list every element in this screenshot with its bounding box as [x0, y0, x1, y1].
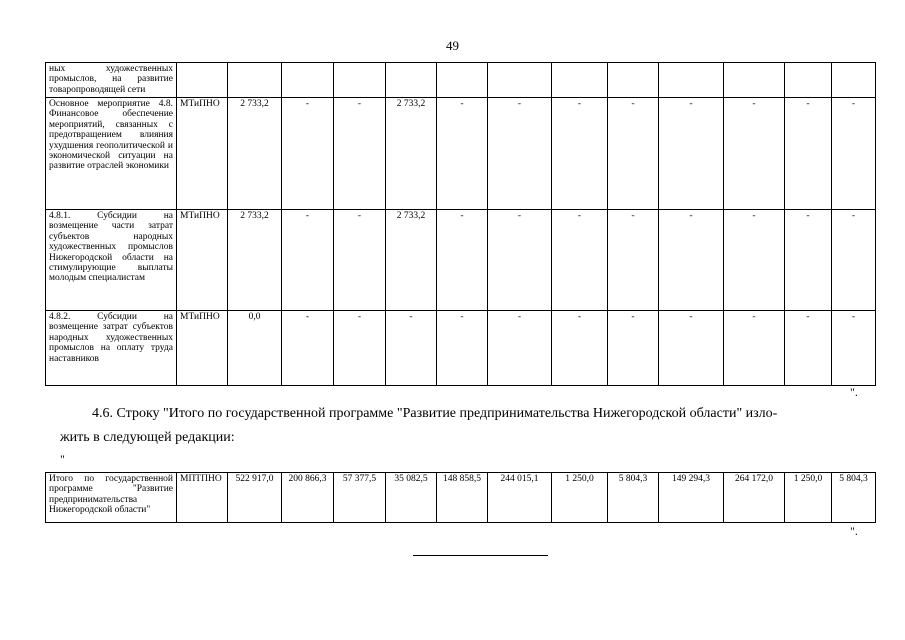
value-cell: 200 866,3 [282, 473, 334, 523]
value-cell: 0,0 [228, 311, 282, 386]
program-total-table [45, 472, 876, 523]
paragraph-line-1: 4.6. Строку "Итого по государственной программе "Развитие предпринимательства Нижегородской области" изло- [92, 406, 778, 421]
value-cell: - [282, 98, 334, 210]
value-cell: - [334, 311, 386, 386]
value-cell: 2 733,2 [228, 98, 282, 210]
row-executor: МТиПНО [177, 210, 228, 311]
value-cell: - [608, 210, 659, 311]
value-cell: - [386, 311, 437, 386]
row-executor [177, 63, 228, 98]
value-cell: - [334, 98, 386, 210]
value-cell: - [724, 98, 785, 210]
value-cell: - [785, 311, 832, 386]
value-cell: - [282, 311, 334, 386]
value-cell: - [488, 98, 552, 210]
table-row [46, 98, 876, 210]
row-description: Основное мероприятие 4.8. Финансовое обеспечение мероприятий, связанных с предотвращением влияния ухудшения геополитической и экономической ситуации на развитие отраслей экономики [46, 98, 177, 210]
value-cell: 5 804,3 [832, 473, 876, 523]
value-cell: 264 172,0 [724, 473, 785, 523]
value-cell: 1 250,0 [785, 473, 832, 523]
value-cell: 35 082,5 [386, 473, 437, 523]
page-number: 49 [446, 38, 459, 53]
value-cell: - [608, 98, 659, 210]
program-funding-table [45, 62, 876, 386]
value-cell [785, 63, 832, 98]
value-cell [437, 63, 488, 98]
value-cell: - [488, 311, 552, 386]
value-cell: 5 804,3 [608, 473, 659, 523]
value-cell: - [282, 210, 334, 311]
value-cell [724, 63, 785, 98]
value-cell [659, 63, 724, 98]
value-cell: - [659, 98, 724, 210]
value-cell: 1 250,0 [552, 473, 608, 523]
value-cell: - [659, 210, 724, 311]
value-cell: - [437, 311, 488, 386]
footnote-separator [413, 555, 548, 556]
value-cell: - [724, 311, 785, 386]
value-cell [228, 63, 282, 98]
value-cell: - [785, 210, 832, 311]
opening-quote: " [60, 452, 65, 466]
row-description: 4.8.2. Субсидии на возмещение затрат субъектов народных художественных промыслов на оплату труда наставников [46, 311, 177, 386]
value-cell: - [832, 210, 876, 311]
value-cell: - [552, 210, 608, 311]
value-cell: - [334, 210, 386, 311]
value-cell: 522 917,0 [228, 473, 282, 523]
row-description: Итого по государственной программе "Развитие предпринимательства Нижегородской области" [46, 473, 177, 523]
value-cell: - [785, 98, 832, 210]
table-row [46, 473, 876, 523]
closing-quote: ". [850, 524, 858, 538]
table-row [46, 63, 876, 98]
value-cell: - [724, 210, 785, 311]
value-cell: - [659, 311, 724, 386]
value-cell: - [552, 311, 608, 386]
value-cell: - [437, 98, 488, 210]
value-cell [334, 63, 386, 98]
value-cell [832, 63, 876, 98]
row-executor: МПТПНО [177, 473, 228, 523]
value-cell: - [488, 210, 552, 311]
row-executor: МТиПНО [177, 98, 228, 210]
value-cell: 2 733,2 [386, 98, 437, 210]
row-description: ных художественных промыслов, на развитие товаропроводящей сети [46, 63, 177, 98]
table-row [46, 311, 876, 386]
value-cell [552, 63, 608, 98]
value-cell [282, 63, 334, 98]
value-cell [386, 63, 437, 98]
value-cell: 2 733,2 [386, 210, 437, 311]
table-row [46, 210, 876, 311]
value-cell: - [832, 98, 876, 210]
value-cell [608, 63, 659, 98]
value-cell: 57 377,5 [334, 473, 386, 523]
value-cell: 2 733,2 [228, 210, 282, 311]
row-description: 4.8.1. Субсидии на возмещение части затрат субъектов народных художественных промыслов Нижегородской области на стимулирующие выплаты молодым специалистам [46, 210, 177, 311]
row-executor: МТиПНО [177, 311, 228, 386]
value-cell: - [832, 311, 876, 386]
value-cell: 149 294,3 [659, 473, 724, 523]
value-cell: 244 015,1 [488, 473, 552, 523]
value-cell [488, 63, 552, 98]
paragraph-line-2: жить в следующей редакции: [60, 430, 235, 445]
value-cell: - [437, 210, 488, 311]
closing-quote: ". [850, 385, 858, 399]
value-cell: 148 858,5 [437, 473, 488, 523]
value-cell: - [552, 98, 608, 210]
value-cell: - [608, 311, 659, 386]
